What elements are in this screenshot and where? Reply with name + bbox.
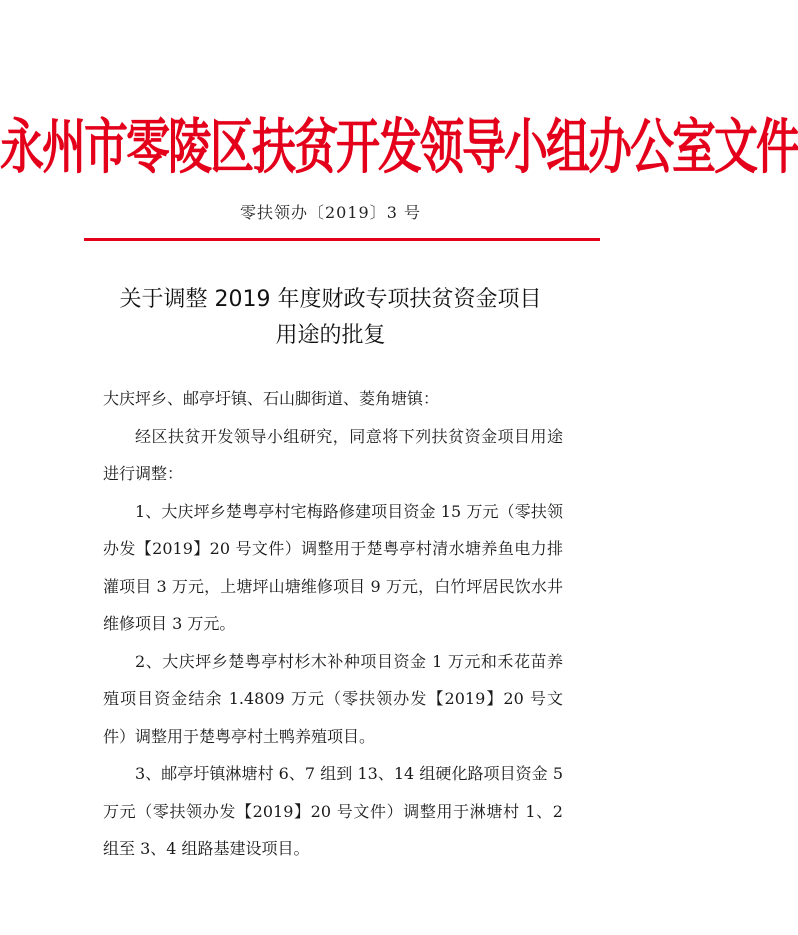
item-paragraph-2: 2、大庆坪乡楚粤亭村杉木补种项目资金 1 万元和禾花苗养殖项目资金结余 1.4809 万元（零扶领办发【2019】20 号文件）调整用于楚粤亭村土鸭养殖项目。 (103, 651, 563, 746)
red-divider-line (84, 238, 600, 241)
issuing-authority-header: 永州市零陵区扶贫开发领导小组办公室文件 (0, 113, 798, 183)
document-title-line-1: 关于调整 2019 年度财政专项扶贫资金项目 (119, 287, 542, 312)
document-title-line-2: 用途的批复 (275, 323, 386, 348)
item-paragraph-1: 1、大庆坪乡楚粤亭村宅梅路修建项目资金 15 万元（零扶领办发【2019】20 号文件）调整用于楚粤亭村清水塘养鱼电力排灌项目 3 万元，上塘坪山塘维修项目 9 万元，白竹坪居民饮水井维修项目 3 万元。 (103, 501, 563, 633)
item-paragraph-3: 3、邮亭圩镇淋塘村 6、7 组到 13、14 组硬化路项目资金 5 万元（零扶领办发【2019】20 号文件）调整用于淋塘村 1、2 组至 3、4 组路基建设项目。 (103, 764, 563, 858)
document-body (103, 380, 563, 868)
intro-paragraph: 经区扶贫开发领导小组研究，同意将下列扶贫资金项目用途进行调整： (103, 426, 563, 483)
document-title (60, 282, 601, 354)
document-number: 零扶领办〔2019〕3 号 (240, 203, 421, 222)
recipients-line: 大庆坪乡、邮亭圩镇、石山脚街道、菱角塘镇： (103, 389, 440, 408)
